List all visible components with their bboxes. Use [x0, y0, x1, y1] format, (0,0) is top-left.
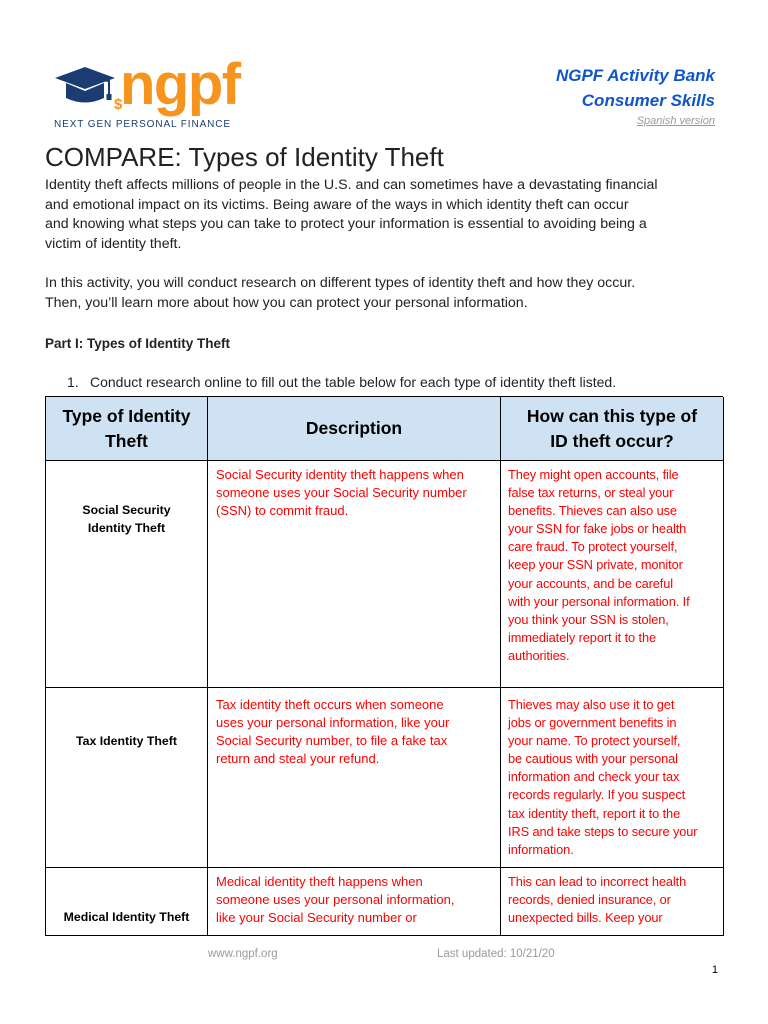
answer-line: (SSN) to commit fraud.: [216, 503, 349, 519]
header-cell-how: [501, 397, 724, 461]
spanish-version-link[interactable]: Spanish version: [636, 115, 715, 127]
answer-line: false tax returns, or steal your: [508, 485, 674, 501]
list-number: 1.: [67, 374, 79, 390]
paragraph-line: victim of identity theft.: [45, 235, 182, 252]
answer-line: Medical identity theft happens when: [216, 874, 423, 889]
answer-line: your accounts, and be careful: [508, 575, 673, 591]
paragraph-line: Then, you’ll learn more about how you can protect your personal information.: [45, 294, 528, 311]
answer-line: authorities.: [508, 647, 570, 663]
answer-cell-how[interactable]: [501, 688, 724, 868]
answer-line: This can lead to incorrect health: [508, 874, 687, 889]
header-line: Theft: [105, 430, 148, 451]
row-label-social-security: [46, 461, 208, 688]
answer-cell-how[interactable]: [501, 868, 724, 936]
graduation-cap-icon: [54, 66, 126, 112]
answer-line: information.: [508, 841, 574, 857]
answer-line: tax identity theft, report it to the: [508, 805, 681, 821]
answer-line: your SSN for fake jobs or health: [508, 521, 687, 537]
answer-line: IRS and take steps to secure your: [508, 823, 698, 839]
instruction-text: Conduct research online to fill out the table below for each type of identity theft listed.: [90, 374, 617, 390]
footer-website-link[interactable]: www.ngpf.org: [208, 948, 278, 960]
label-line: Identity Theft: [87, 521, 166, 535]
row-label-tax: [46, 688, 208, 868]
header-line: ID theft occur?: [550, 430, 674, 451]
answer-line: Thieves may also use it to get: [508, 697, 675, 712]
header-line: How can this type of: [526, 405, 698, 426]
row-label-medical: [46, 868, 208, 936]
part-1-heading: Part I: Types of Identity Theft: [45, 336, 231, 351]
answer-line: records regularly. If you suspect: [508, 787, 686, 803]
header-cell-type: [46, 397, 208, 461]
unit-title: Consumer Skills: [581, 91, 715, 110]
answer-cell-description[interactable]: [208, 688, 501, 868]
answer-line: your name. To protect yourself,: [508, 733, 681, 749]
paragraph-line: In this activity, you will conduct research on different types of identity theft and how they occur.: [45, 275, 636, 291]
answer-line: They might open accounts, file: [508, 467, 679, 482]
footer-last-updated: Last updated: 10/21/20: [437, 948, 555, 960]
answer-line: Social Security identity theft happens when: [216, 467, 464, 482]
logo-tagline: NEXT GEN PERSONAL FINANCE: [54, 119, 231, 130]
label-line: Tax Identity Theft: [76, 734, 177, 748]
intro-paragraph-1: [45, 176, 658, 254]
answer-cell-how[interactable]: [501, 461, 724, 688]
answer-line: Social Security number, to file a fake tax: [216, 733, 448, 749]
answer-line: benefits. Thieves can also use: [508, 503, 677, 519]
svg-text:$: $: [114, 96, 123, 112]
answer-line: with your personal information. If: [508, 593, 690, 609]
identity-theft-table: [45, 396, 723, 936]
answer-line: like your Social Security number or: [216, 910, 417, 926]
answer-line: someone uses your personal information,: [216, 892, 455, 908]
answer-line: records, denied insurance, or: [508, 892, 671, 908]
answer-line: you think your SSN is stolen,: [508, 611, 669, 627]
answer-line: return and steal your refund.: [216, 751, 380, 767]
header-cell-description: [208, 397, 501, 461]
answer-cell-description[interactable]: [208, 868, 501, 936]
logo-wordmark: ngpf: [120, 52, 240, 117]
answer-line: immediately report it to the: [508, 629, 656, 645]
answer-line: uses your personal information, like your: [216, 715, 450, 731]
answer-line: someone uses your Social Security number: [216, 485, 467, 501]
answer-line: be cautious with your personal: [508, 751, 678, 767]
page-title: COMPARE: Types of Identity Theft: [45, 142, 444, 172]
page-number: 1: [711, 964, 718, 976]
answer-line: information and check your tax: [508, 769, 680, 785]
answer-line: care fraud. To protect yourself,: [508, 539, 678, 555]
intro-paragraph-2: [45, 274, 635, 313]
answer-line: Tax identity theft occurs when someone: [216, 697, 444, 712]
label-line: Medical Identity Theft: [63, 910, 190, 924]
header-line: Description: [305, 418, 403, 438]
answer-line: unexpected bills. Keep your: [508, 910, 663, 926]
header-line: Type of Identity: [62, 405, 191, 426]
paragraph-line: and knowing what steps you can take to protect your information is essential to avoiding being a: [45, 216, 647, 232]
paragraph-line: and emotional impact on its victims. Being aware of the ways in which identity theft can occur: [45, 196, 629, 213]
paragraph-line: Identity theft affects millions of people in the U.S. and can sometimes have a devastating financial: [45, 177, 658, 193]
answer-line: keep your SSN private, monitor: [508, 557, 683, 573]
answer-cell-description[interactable]: [208, 461, 501, 688]
activity-bank-header: [556, 63, 715, 128]
label-line: Social Security: [82, 503, 171, 517]
ngpf-logo[interactable]: [50, 52, 250, 134]
answer-line: jobs or government benefits in: [508, 715, 677, 731]
activity-bank-title: NGPF Activity Bank: [555, 66, 715, 85]
